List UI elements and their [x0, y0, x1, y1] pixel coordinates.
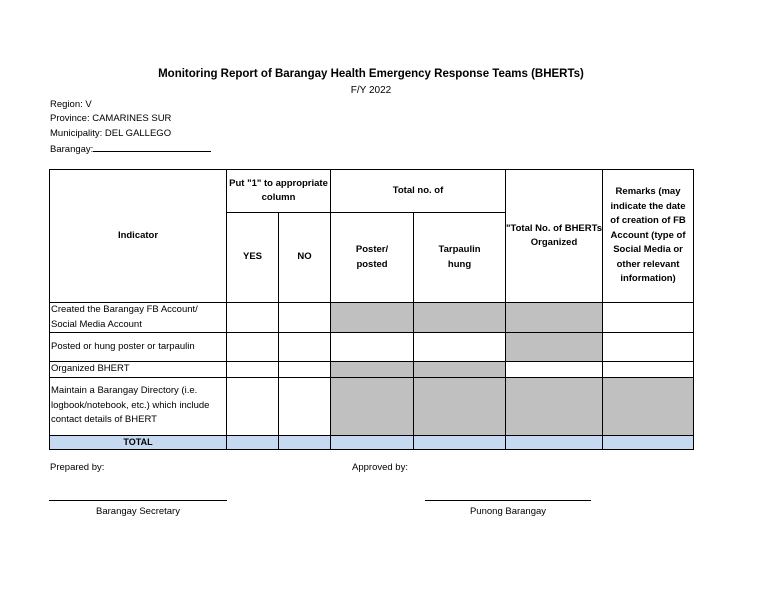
cell-yes[interactable]	[227, 377, 279, 435]
cell-yes[interactable]	[227, 333, 279, 362]
preparer-signature-line[interactable]	[49, 500, 227, 501]
total-label: TOTAL	[50, 435, 227, 449]
approver-title: Punong Barangay	[469, 506, 547, 517]
header-yes: YES	[227, 213, 279, 303]
cell-remarks[interactable]	[603, 303, 694, 333]
total-tarpaulin	[414, 435, 506, 449]
total-yes	[227, 435, 279, 449]
cell-tarpaulin-shaded	[414, 377, 506, 435]
table-row	[50, 362, 694, 378]
cell-bherts[interactable]	[506, 362, 603, 378]
municipality-label: Municipality: DEL GALLEGO	[50, 128, 172, 139]
approved-by-label: Approved by:	[352, 462, 408, 473]
header-indicator: Indicator	[50, 170, 227, 303]
row-indicator-poster: Posted or hung poster or tarpaulin	[50, 333, 227, 362]
barangay-label: Barangay:	[50, 144, 94, 155]
barangay-blank-line[interactable]	[93, 142, 211, 152]
cell-no[interactable]	[279, 333, 331, 362]
total-remarks	[603, 435, 694, 449]
table-row	[50, 303, 694, 333]
cell-bherts-shaded	[506, 377, 603, 435]
cell-tarpaulin-shaded	[414, 362, 506, 378]
header-no: NO	[279, 213, 331, 303]
barangay-field	[50, 142, 211, 155]
cell-yes[interactable]	[227, 362, 279, 378]
cell-remarks-shaded	[603, 377, 694, 435]
total-no	[279, 435, 331, 449]
cell-no[interactable]	[279, 377, 331, 435]
total-poster	[331, 435, 414, 449]
prepared-by-label: Prepared by:	[50, 462, 105, 473]
cell-yes[interactable]	[227, 303, 279, 333]
header-tarpaulin: Tarpaulin hung	[414, 213, 506, 303]
row-indicator-organized-bhert: Organized BHERT	[50, 362, 227, 378]
report-title: Monitoring Report of Barangay Health Emergency Response Teams (BHERTs)	[158, 68, 584, 80]
total-row	[50, 435, 694, 449]
header-total-no-of: Total no. of	[331, 170, 506, 213]
cell-tarpaulin[interactable]	[414, 333, 506, 362]
region-label: Region: V	[50, 99, 92, 110]
cell-remarks[interactable]	[603, 362, 694, 378]
table-row	[50, 333, 694, 362]
cell-no[interactable]	[279, 362, 331, 378]
row-indicator-fb-account: Created the Barangay FB Account/ Social Media Account	[50, 303, 227, 333]
monitoring-table	[49, 169, 694, 450]
cell-poster-shaded	[331, 377, 414, 435]
header-poster: Poster/ posted	[331, 213, 414, 303]
cell-bherts-shaded	[506, 333, 603, 362]
total-bherts	[506, 435, 603, 449]
approver-signature-line[interactable]	[425, 500, 591, 501]
cell-no[interactable]	[279, 303, 331, 333]
cell-bherts-shaded	[506, 303, 603, 333]
cell-remarks[interactable]	[603, 333, 694, 362]
table-row	[50, 377, 694, 435]
row-indicator-directory: Maintain a Barangay Directory (i.e. logbook/notebook, etc.) which include contact details of BHERT	[50, 377, 227, 435]
cell-poster-shaded	[331, 303, 414, 333]
cell-tarpaulin-shaded	[414, 303, 506, 333]
cell-poster-shaded	[331, 362, 414, 378]
province-label: Province: CAMARINES SUR	[50, 113, 172, 124]
cell-poster[interactable]	[331, 333, 414, 362]
fiscal-year: F/Y 2022	[350, 85, 392, 96]
header-put-1: Put "1" to appropriate column	[227, 170, 331, 213]
header-remarks: Remarks (may indicate the date of creation of FB Account (type of Social Media or other relevant information)	[603, 170, 694, 303]
header-total-bherts: "Total No. of BHERTs Organized	[506, 170, 603, 303]
preparer-title: Barangay Secretary	[96, 506, 180, 517]
